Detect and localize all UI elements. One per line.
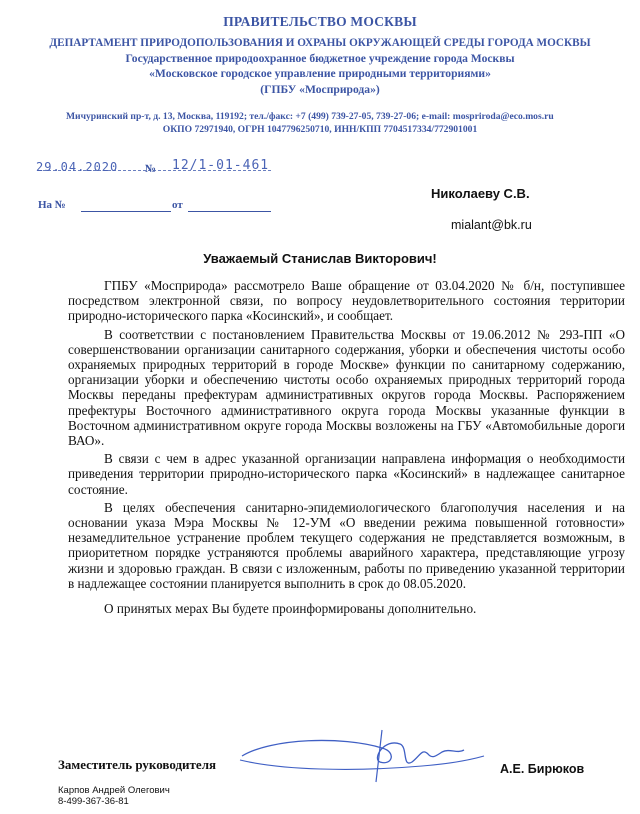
- signer-position: Заместитель руководителя: [58, 757, 217, 772]
- reference-number-blank: [81, 211, 171, 212]
- greeting: Уважаемый Станислав Викторович!: [203, 251, 437, 266]
- executor-name: Карпов Андрей Олегович: [58, 785, 170, 796]
- paragraph-4: В целях обеспечения санитарно-эпидемиологического благополучия населения и на основании указа Мэра Москвы № 12-УМ «О введении режима повышенной готовности» незамедлительное устранение проблем текущего содержания не представляется возможным, в приоритетном порядке устраняются проблемы аварийного характера, представляющие угрозу жизни и здоровью граждан. В связи с изложенным, работы по приведению указанной территории в надлежащее состоянии планируется выполнить в срок до 08.05.2020.: [68, 499, 625, 591]
- paragraph-closing: О принятых мерах Вы будете проинформированы дополнительно.: [104, 601, 477, 617]
- reference-date-label: от: [172, 199, 183, 211]
- handwritten-signature: [232, 726, 492, 786]
- recipient-name: Николаеву С.В.: [431, 186, 530, 201]
- paragraph-2: В соответствии с постановлением Правительства Москвы от 19.06.2012 № 293-ПП «О совершенствовании организации санитарного содержания, уборки и обеспечения чистоты особо охраняемых природных территорий в городе Москве» функции по санитарному содержанию, организации уборки и обеспечению чистоты особо охраняемых природных территорий города Москвы переданы префектурам административных округов города Москвы. Распоряжением префектуры Восточного административного округа города Москвы указанные функции в Восточном административном округе города Москвы возложены на ГБУ «Автомобильные дороги ВАО».: [68, 326, 625, 449]
- letterhead-institution: Государственное природоохранное бюджетное учреждение города Москвы: [125, 52, 515, 65]
- letterhead-abbreviation: (ГПБУ «Мосприрода»): [260, 83, 380, 96]
- signer-name: А.Е. Бирюков: [500, 762, 585, 776]
- letter-body: [68, 278, 625, 619]
- executor-info: [58, 785, 170, 807]
- reference-number-label: На №: [38, 199, 66, 211]
- letterhead-government: ПРАВИТЕЛЬСТВО МОСКВЫ: [223, 14, 417, 29]
- executor-phone: 8-499-367-36-81: [58, 796, 129, 807]
- letterhead-registry: ОКПО 72971940, ОГРН 1047796250710, ИНН/КПП 7704517334/772901001: [162, 124, 478, 135]
- reference-date-blank: [188, 211, 271, 212]
- letterhead-institution-name: «Московское городское управление природными территориями»: [149, 67, 491, 80]
- paragraph-3: В связи с чем в адрес указанной организации направлена информация о необходимости приведения территории природно-исторического парка «Косинский» в надлежащее санитарное состояние.: [68, 451, 625, 497]
- outgoing-date: 29.04.2020: [36, 160, 119, 174]
- recipient-email: mialant@bk.ru: [451, 218, 532, 232]
- letterhead-contacts: Мичуринский пр-т, д. 13, Москва, 119192; тел./факс: +7 (499) 739-27-05, 739-27-06; e-mail: mospriroda@eco.mos.ru: [66, 111, 554, 122]
- paragraph-1: ГПБУ «Мосприрода» рассмотрело Ваше обращение от 03.04.2020 № б/н, поступившее посредством электронной связи, по вопросу неудовлетворительного состояния территории природно-исторического парка «Косинский», и сообщает.: [68, 278, 625, 324]
- letterhead-department: ДЕПАРТАМЕНТ ПРИРОДОПОЛЬЗОВАНИЯ И ОХРАНЫ ОКРУЖАЮЩЕЙ СРЕДЫ ГОРОДА МОСКВЫ: [49, 37, 591, 49]
- outgoing-number: 12/1-01-461: [172, 158, 270, 173]
- outgoing-number-mark: №: [145, 163, 157, 175]
